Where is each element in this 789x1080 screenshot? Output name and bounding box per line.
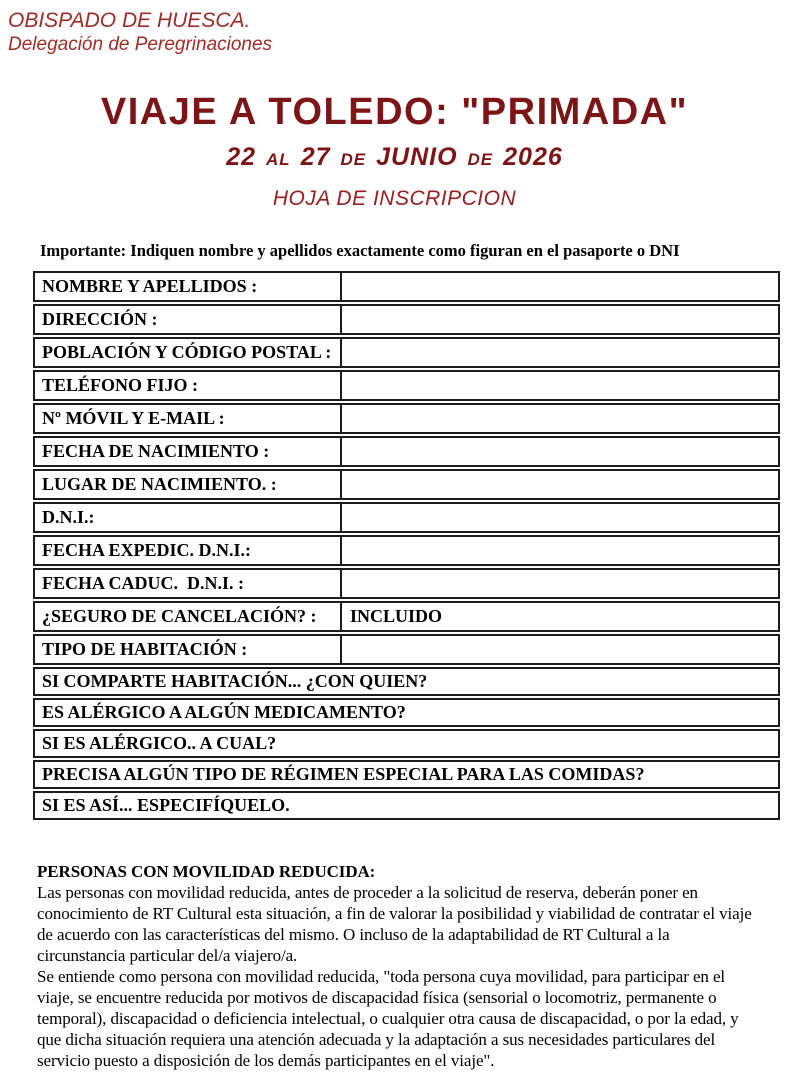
organization-name: OBISPADO DE HUESCA.: [8, 9, 251, 32]
form-row-telefono: [33, 370, 780, 401]
date-segment: DE: [340, 150, 367, 169]
mobility-heading: PERSONAS CON MOVILIDAD REDUCIDA:: [37, 862, 376, 881]
field-value-cell[interactable]: [342, 504, 778, 531]
letterhead: [0, 8, 789, 56]
field-label: SI ES ALÉRGICO.. A CUAL?: [42, 733, 277, 753]
date-segment: 27: [300, 143, 331, 171]
form-row-fecha-caducidad: [33, 568, 780, 599]
mobility-paragraph-2: Se entiende como persona con movilidad reducida, "toda persona cuya movilidad, para participar en el viaje, se encuentre reducida por motivos de discapacidad física (sensorial o locomotriz, permanente o temporal), discapacidad o deficiencia intelectual, o cualquier otra causa de discapacidad, o por la edad, y que dicha situación requiera una atención adecuada y la adaptación a sus necesidades particulares del servicio puesto a disposición de los demás participantes en el viaje".: [37, 967, 739, 1070]
form-row-alergico-medicamento[interactable]: [33, 698, 780, 727]
field-value-cell[interactable]: [342, 570, 778, 597]
form-row-regimen-comidas[interactable]: [33, 760, 780, 789]
mobility-section: [37, 861, 759, 1071]
field-label: TELÉFONO FIJO :: [35, 372, 342, 399]
field-value-cell[interactable]: [342, 306, 778, 333]
field-label: PRECISA ALGÚN TIPO DE RÉGIMEN ESPECIAL PARA LAS COMIDAS?: [42, 764, 645, 784]
form-row-comparte-habitacion[interactable]: [33, 667, 780, 696]
date-segment: JUNIO: [376, 143, 458, 171]
date-segment: DE: [467, 150, 494, 169]
date-segment: 2026: [503, 143, 563, 171]
field-label: D.N.I.:: [35, 504, 342, 531]
field-value-cell[interactable]: [342, 372, 778, 399]
field-label: LUGAR DE NACIMIENTO. :: [35, 471, 342, 498]
field-label: FECHA DE NACIMIENTO :: [35, 438, 342, 465]
trip-dates: [0, 141, 789, 176]
field-value-cell[interactable]: [342, 339, 778, 366]
form-row-fecha-nacimiento: [33, 436, 780, 467]
field-value-cell[interactable]: [342, 636, 778, 663]
field-label: TIPO DE HABITACIÓN :: [35, 636, 342, 663]
field-label: Nº MÓVIL Y E-MAIL :: [35, 405, 342, 432]
field-label: ¿SEGURO DE CANCELACIÓN? :: [35, 603, 342, 630]
form-row-poblacion: [33, 337, 780, 368]
document-subtitle: HOJA DE INSCRIPCION: [272, 187, 517, 210]
field-label: DIRECCIÓN :: [35, 306, 342, 333]
mobility-paragraph-1: Las personas con movilidad reducida, antes de proceder a la solicitud de reserva, deberán poner en conocimiento de RT Cultural esta situación, a fin de valorar la posibilidad y viabilidad de contratar el viaje de acuerdo con las características del mismo. O incluso de la adaptabilidad de RT Cultural a la circunstancia particular del/a viajero/a.: [37, 883, 752, 965]
field-value-cell[interactable]: [342, 471, 778, 498]
form-row-fecha-expedicion: [33, 535, 780, 566]
form-row-nombre: [33, 271, 780, 302]
department-name: Delegación de Peregrinaciones: [8, 34, 273, 55]
form-row-alergico-cual[interactable]: [33, 729, 780, 758]
form-row-seguro-cancelacion: [33, 601, 780, 632]
field-label: POBLACIÓN Y CÓDIGO POSTAL :: [35, 339, 342, 366]
form-row-tipo-habitacion: [33, 634, 780, 665]
important-notice: Importante: Indiquen nombre y apellidos exactamente como figuran en el pasaporte o DNI: [40, 241, 680, 260]
field-label: FECHA EXPEDIC. D.N.I.:: [35, 537, 342, 564]
date-segment: AL: [266, 150, 291, 169]
field-label: FECHA CADUC. D.N.I. :: [35, 570, 342, 597]
field-value-cell[interactable]: [342, 537, 778, 564]
field-value-cell[interactable]: [342, 273, 778, 300]
inscription-table: [33, 271, 780, 820]
form-row-movil-email: [33, 403, 780, 434]
field-value-cell[interactable]: [342, 405, 778, 432]
field-value-cell[interactable]: [342, 438, 778, 465]
field-label: ES ALÉRGICO A ALGÚN MEDICAMENTO?: [42, 702, 406, 722]
page-title: VIAJE A TOLEDO: "PRIMADA": [100, 91, 689, 133]
form-row-direccion: [33, 304, 780, 335]
form-row-lugar-nacimiento: [33, 469, 780, 500]
form-row-dni: [33, 502, 780, 533]
form-row-especifiquelo[interactable]: [33, 791, 780, 820]
field-value-incluido: INCLUIDO: [350, 606, 443, 626]
date-segment: 22: [226, 143, 257, 171]
field-label: SI COMPARTE HABITACIÓN... ¿CON QUIEN?: [42, 671, 428, 691]
field-label: NOMBRE Y APELLIDOS :: [35, 273, 342, 300]
field-label: SI ES ASÍ... ESPECIFÍQUELO.: [42, 795, 290, 815]
